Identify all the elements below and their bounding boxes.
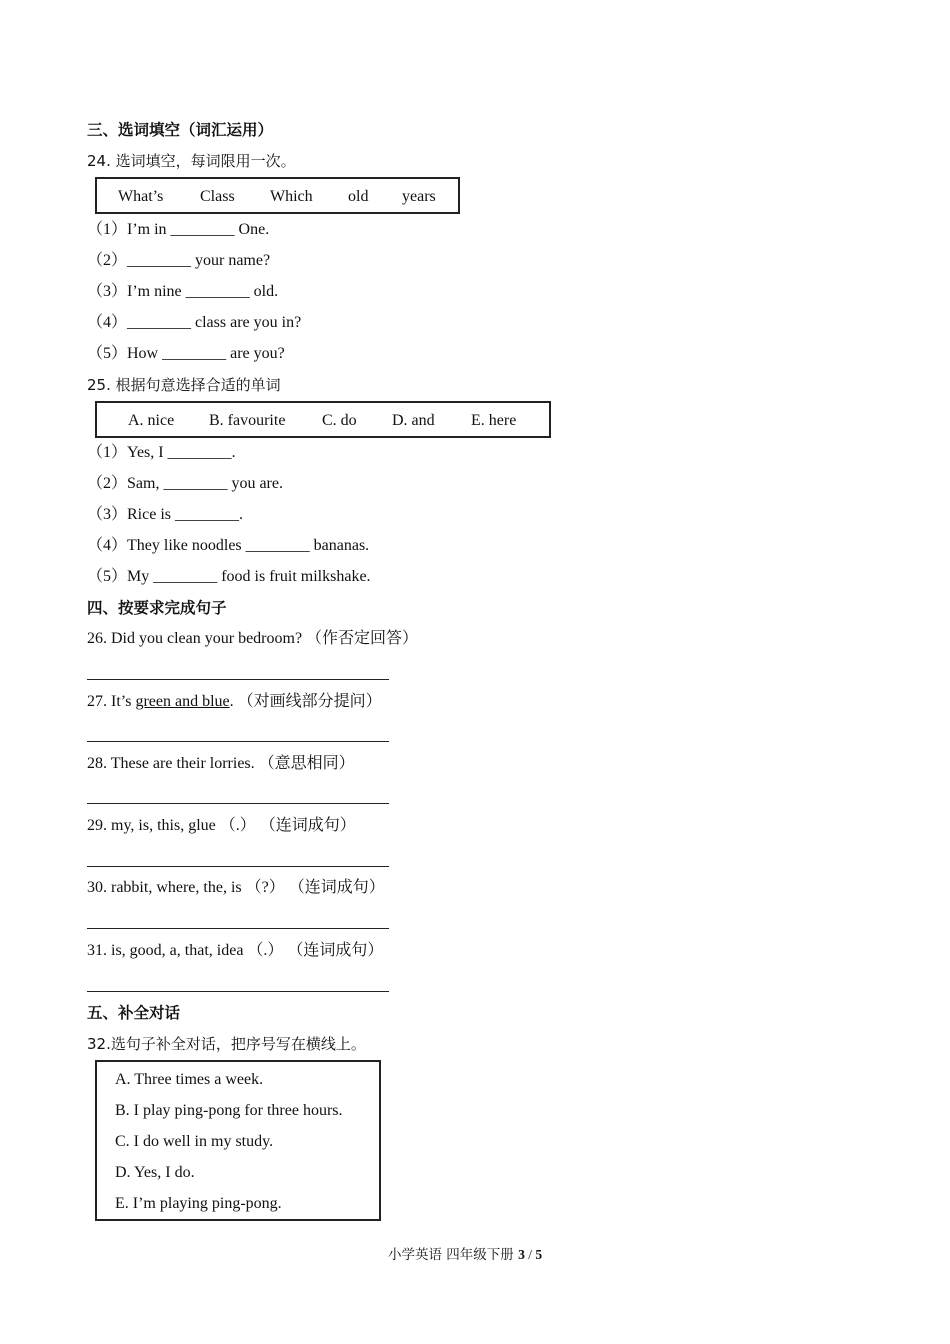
section-4-title: 四、按要求完成句子 (87, 599, 227, 617)
q25-item-5: （5）My ________ food is fruit milkshake. (87, 568, 371, 585)
q29-text: 29. my, is, this, glue （.） （连词成句） (87, 817, 356, 834)
q24-prompt: 24. 选词填空，每词限用一次。 (87, 152, 296, 170)
q24-item-4: （4）________ class are you in? (87, 314, 302, 331)
q24-item-3: （3）I’m nine ________ old. (87, 283, 279, 300)
word-option: D. and (392, 412, 435, 429)
word-option: What’s (118, 188, 164, 205)
answer-line (87, 928, 389, 929)
q25-option-box (95, 401, 551, 438)
footer-page: 3 (518, 1247, 525, 1262)
q27-underlined: green and blue (135, 693, 230, 710)
sentence-option: C. I do well in my study. (115, 1133, 274, 1150)
answer-line (87, 679, 389, 680)
section-3-title: 三、选词填空（词汇运用） (87, 121, 274, 139)
footer-label: 小学英语 四年级下册 (388, 1247, 519, 1263)
q26-text: 26. Did you clean your bedroom? （作否定回答） (87, 630, 419, 647)
answer-line (87, 991, 389, 992)
word-option: years (402, 188, 436, 205)
word-option: A. nice (128, 412, 175, 429)
q24-item-2: （2）________ your name? (87, 252, 271, 269)
q24-word-box (95, 177, 460, 214)
q25-item-1: （1）Yes, I ________. (87, 444, 236, 461)
q30-text: 30. rabbit, where, the, is （?） （连词成句） (87, 879, 385, 896)
word-option: E. here (471, 412, 517, 429)
section-5-title: 五、补全对话 (87, 1004, 181, 1022)
answer-line (87, 866, 389, 867)
answer-line (87, 803, 389, 804)
q24-item-5: （5）How ________ are you? (87, 345, 285, 362)
q25-item-2: （2）Sam, ________ you are. (87, 475, 283, 492)
word-option: Which (270, 188, 313, 205)
q31-text: 31. is, good, a, that, idea （.） （连词成句） (87, 942, 384, 959)
q32-option-box (95, 1060, 381, 1221)
word-option: Class (200, 188, 235, 205)
q27-pre: 27. It’s (87, 693, 136, 710)
word-option: old (348, 188, 369, 205)
q28-text: 28. These are their lorries. （意思相同） (87, 755, 355, 772)
q27-text (87, 692, 382, 712)
q24-item-1: （1）I’m in ________ One. (87, 221, 270, 238)
sentence-option: B. I play ping-pong for three hours. (115, 1102, 343, 1119)
word-option: C. do (322, 412, 357, 429)
q25-item-4: （4）They like noodles ________ bananas. (87, 537, 370, 554)
page-footer (388, 1245, 542, 1265)
sentence-option: D. Yes, I do. (115, 1164, 195, 1181)
q27-post: . （对画线部分提问） (229, 693, 382, 710)
q25-prompt: 25. 根据句意选择合适的单词 (87, 376, 281, 394)
q32-prompt: 32.选句子补全对话，把序号写在横线上。 (87, 1035, 366, 1053)
sentence-option: A. Three times a week. (115, 1071, 264, 1088)
q25-item-3: （3）Rice is ________. (87, 506, 243, 523)
sentence-option: E. I’m playing ping-pong. (115, 1195, 282, 1212)
answer-line (87, 741, 389, 742)
word-option: B. favourite (209, 412, 286, 429)
footer-separator: / (524, 1247, 536, 1262)
footer-total: 5 (535, 1247, 543, 1262)
